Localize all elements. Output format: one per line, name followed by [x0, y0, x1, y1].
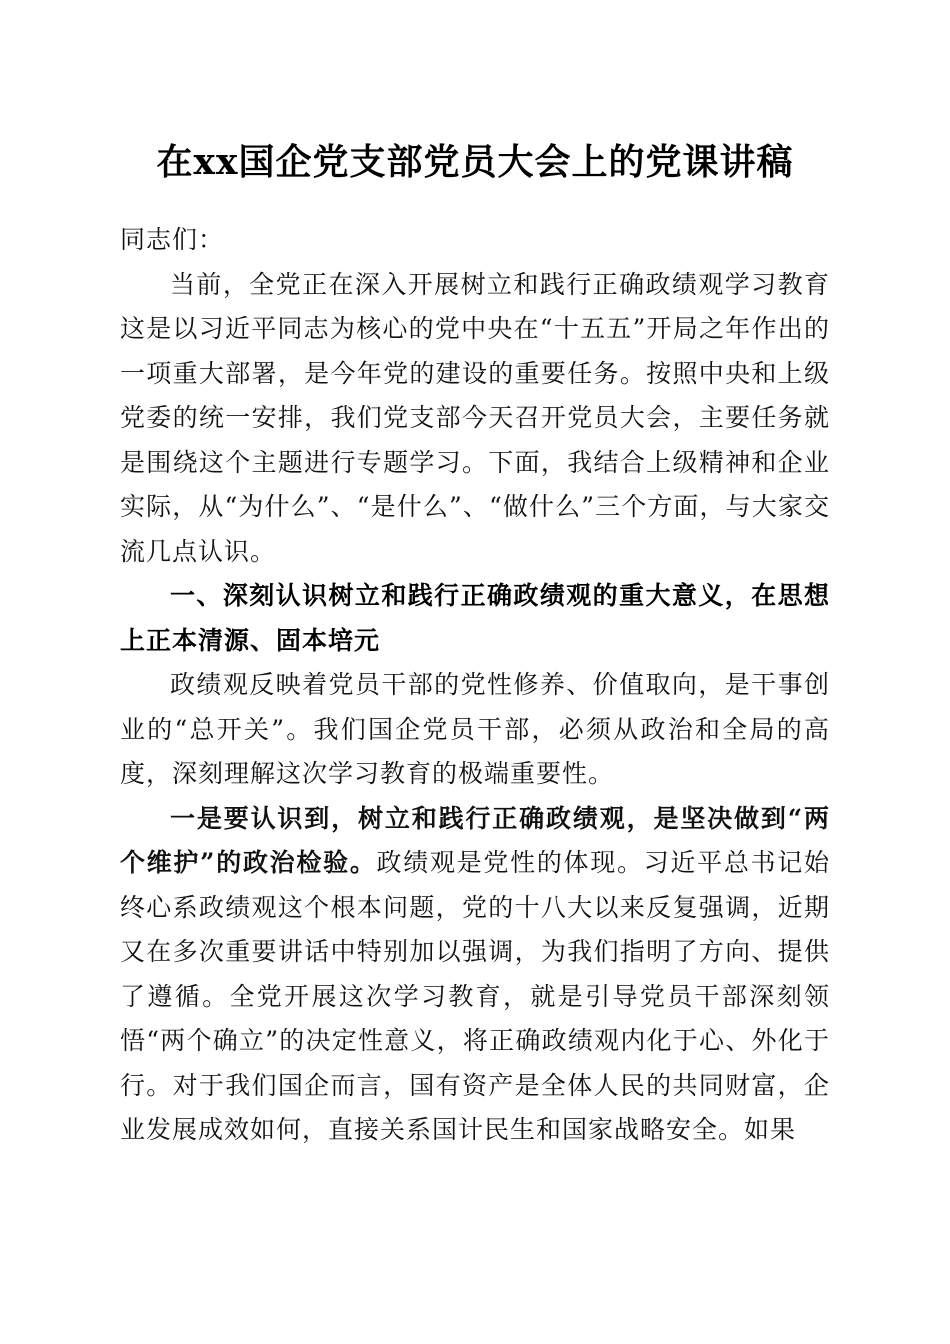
document-title: 在xx国企党支部党员大会上的党课讲稿 [156, 141, 794, 183]
point-one-body: 政绩观是党性的体现。习近平总书记始终心系政绩观这个根本问题，党的十八大以来反复强调，近期又在多次重要讲话中特别加以强调，为我们指明了方向、提供了遵循。全党开展这次学习教育，就是引导党员干部深刻领悟“两个确立”的决定性意义，将正确政绩观内化于心、外化于行。对于我们国企而言，国有资产是全体人民的共同财富，企业发展成效如何，直接关系国计民生和国家战略安全。如果 [120, 848, 830, 1144]
section-one-intro: 政绩观反映着党员干部的党性修养、价值取向，是干事创业的“总开关”。我们国企党员干部，必须从政治和全局的高度，深刻理解这次学习教育的极端重要性。 [120, 670, 830, 788]
point-one-lead: 一是要认识到，树立和践行正确政绩观，是坚决做到“两个维护”的政治检验。 [120, 803, 830, 877]
section-one-heading: 一、深刻认识树立和践行正确政绩观的重大意义，在思想上正本清源、固本培元 [120, 581, 830, 655]
salutation: 同志们： [120, 225, 225, 254]
point-one-paragraph [120, 797, 830, 1153]
document-body [120, 218, 830, 1153]
opening-paragraph: 当前，全党正在深入开展树立和践行正确政绩观学习教育这是以习近平同志为核心的党中央在“十五五”开局之年作出的一项重大部署，是今年党的建设的重要任务。按照中央和上级党委的统一安排，我们党支部今天召开党员大会，主要任务就是围绕这个主题进行专题学习。下面，我结合上级精神和企业实际，从“为什么”、“是什么”、“做什么”三个方面，与大家交流几点认识。 [120, 269, 830, 566]
